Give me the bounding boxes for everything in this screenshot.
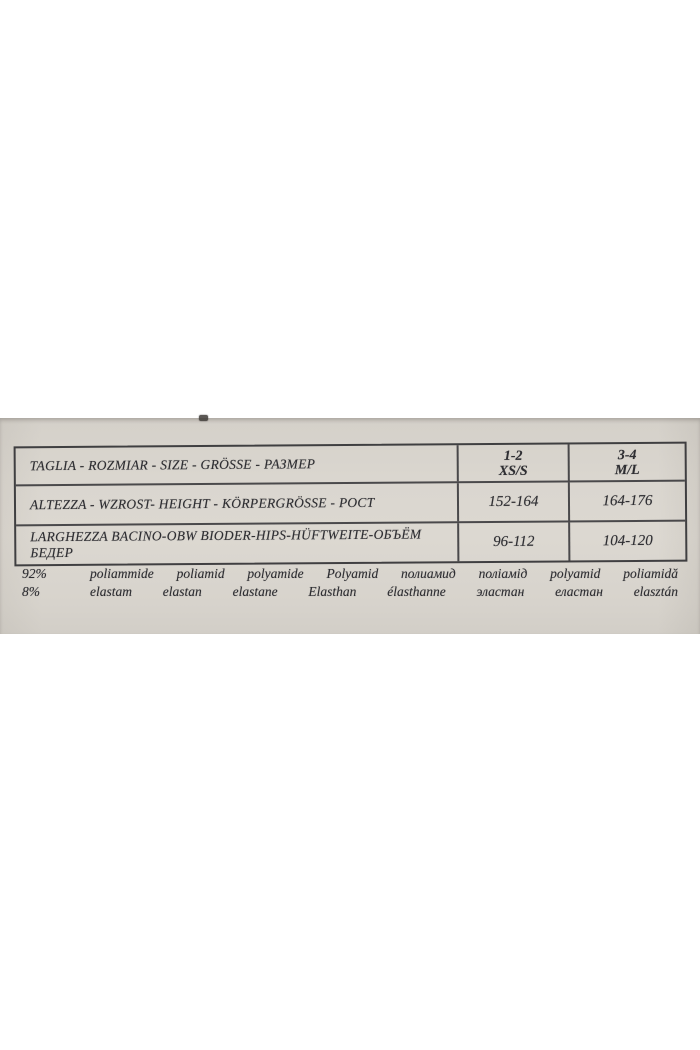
hips-size-1-value: 96-112 bbox=[457, 522, 568, 561]
polyamide-translations bbox=[90, 566, 678, 582]
hips-size-2-value: 104-120 bbox=[568, 522, 685, 561]
polyamide-ro: poliamidă bbox=[623, 566, 678, 581]
hips-row-label: LARGHEZZA BACINO-OBW BIODER-HIPS-HÜFTWEITE-ОБЪЁМ БЕДЕР bbox=[30, 526, 422, 561]
size-column-1-header bbox=[457, 444, 568, 481]
size-column-2-header bbox=[568, 444, 685, 481]
polyamide-ru: полиамид bbox=[401, 566, 456, 581]
polyamide-it: poliammide bbox=[90, 566, 154, 581]
elastane-uk: еластан bbox=[555, 584, 603, 599]
height-size-1-value: 152-164 bbox=[457, 482, 568, 521]
size-1-2: 1-2 bbox=[503, 448, 523, 464]
height-size-2-value: 164-176 bbox=[568, 482, 685, 521]
size-chart-paper-strip bbox=[0, 418, 700, 634]
elastane-it: elastam bbox=[90, 584, 132, 599]
polyamide-en: polyamide bbox=[247, 566, 304, 581]
polyamide-de: Polyamid bbox=[326, 566, 379, 581]
size-m-l: M/L bbox=[614, 462, 640, 479]
composition-line-elastane bbox=[22, 584, 678, 602]
composition-line-polyamide bbox=[22, 566, 678, 584]
polyamide-uk: поліамід bbox=[478, 566, 528, 581]
elastane-pl: elastan bbox=[162, 584, 202, 599]
elastane-fr: élasthanne bbox=[387, 584, 446, 599]
height-row-label: ALTEZZA - WZROST- HEIGHT - KÖRPERGRÖSSE - РОСТ bbox=[29, 494, 375, 513]
size-row-label: TAGLIA - ROZMIAR - SIZE - GRÖSSE - РАЗМЕР bbox=[29, 456, 316, 474]
table-row-hips bbox=[16, 520, 685, 565]
elastane-percent: 8% bbox=[22, 584, 40, 599]
polyamide-percent: 92% bbox=[22, 566, 47, 581]
table-row-size bbox=[16, 444, 685, 485]
table-row-height bbox=[16, 480, 685, 525]
polyamide-pl: poliamid bbox=[176, 566, 225, 581]
paper-edge-mark bbox=[199, 415, 208, 421]
size-3-4: 3-4 bbox=[617, 448, 637, 464]
polyamide-cz: polyamid bbox=[550, 566, 601, 581]
size-xs-s: XS/S bbox=[498, 463, 528, 479]
elastane-de: Elasthan bbox=[308, 584, 357, 599]
elastane-en: elastane bbox=[232, 584, 278, 599]
elastane-hu: elasztán bbox=[633, 584, 678, 599]
fabric-composition bbox=[22, 566, 678, 602]
size-table bbox=[14, 442, 688, 567]
elastane-ru: эластан bbox=[476, 584, 525, 599]
elastane-translations bbox=[90, 584, 678, 600]
